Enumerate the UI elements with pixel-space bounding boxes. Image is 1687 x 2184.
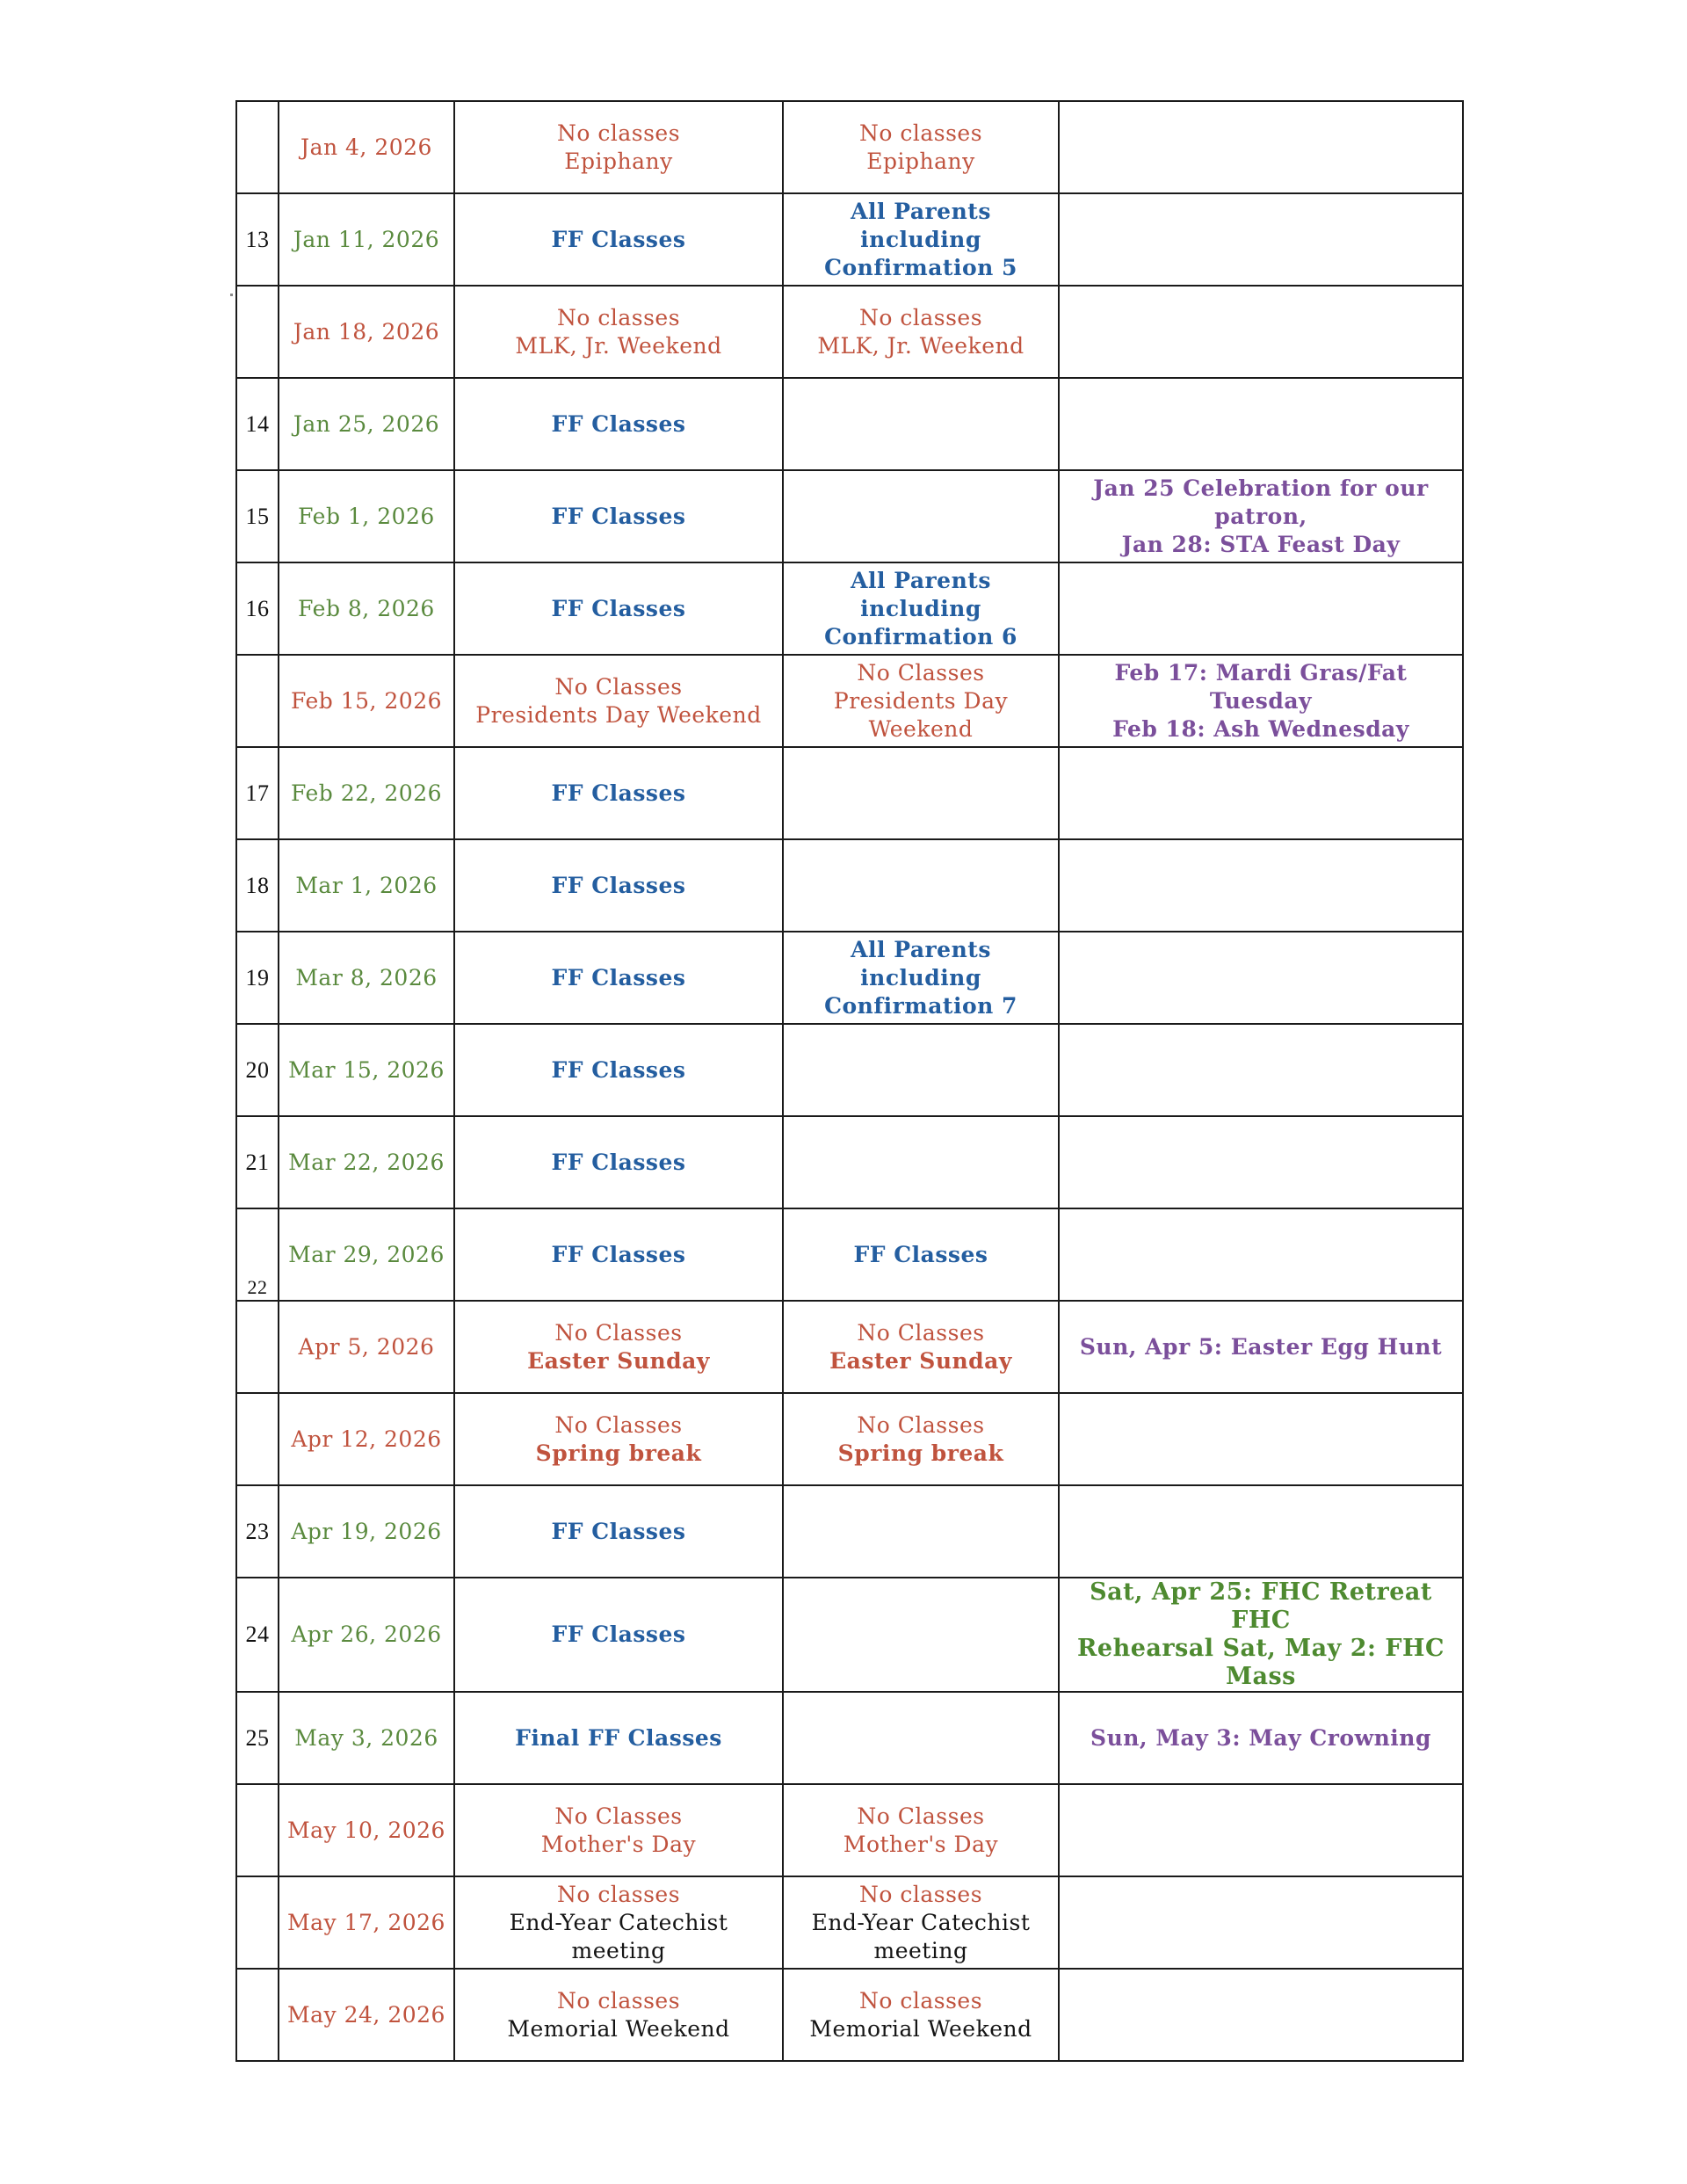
- session-number: 17: [236, 747, 279, 839]
- cell-text-line: FF Classes: [551, 1056, 686, 1083]
- session-date: Mar 8, 2026: [279, 932, 454, 1024]
- cell-text-line: FF Classes: [551, 1149, 686, 1175]
- table-row: [236, 747, 1463, 839]
- cell-text-line: Epiphany: [866, 148, 975, 174]
- session-number: [236, 1784, 279, 1876]
- events-cell: [1059, 1876, 1463, 1969]
- table-row: [236, 1116, 1463, 1208]
- table-row: [236, 378, 1463, 470]
- cell-text-line: No Classes: [857, 659, 985, 686]
- session-date: Jan 25, 2026: [279, 378, 454, 470]
- cell-text-line: FF Classes: [853, 1241, 988, 1267]
- session-number: 15: [236, 470, 279, 562]
- table-row: [236, 562, 1463, 655]
- table-row: [236, 1969, 1463, 2061]
- children-classes-cell: [454, 839, 783, 932]
- cell-text-line: No classes: [556, 1987, 681, 2013]
- parents-confirmation-cell: [783, 1024, 1059, 1116]
- cell-text-line: Sun, May 3: May Crowning: [1090, 1724, 1431, 1751]
- session-number: [236, 1969, 279, 2061]
- children-classes-cell: [454, 1024, 783, 1116]
- events-cell: [1059, 101, 1463, 193]
- cell-text-line: No classes: [858, 1881, 983, 1907]
- session-date: May 3, 2026: [279, 1692, 454, 1784]
- session-date: Apr 19, 2026: [279, 1485, 454, 1578]
- table-row: [236, 1784, 1463, 1876]
- cell-text-line: Mother's Day: [540, 1831, 697, 1857]
- cell-text-line: FF Classes: [551, 503, 686, 529]
- cell-text-line: End-Year Catechist meeting: [509, 1909, 728, 1963]
- cell-text-line: FF Classes: [551, 1241, 686, 1267]
- cell-text-line: Sun, Apr 5: Easter Egg Hunt: [1079, 1333, 1443, 1360]
- children-classes-cell: [454, 1393, 783, 1485]
- children-classes-cell: [454, 1578, 783, 1692]
- session-number: 20: [236, 1024, 279, 1116]
- parents-confirmation-cell: [783, 286, 1059, 378]
- events-cell: [1059, 286, 1463, 378]
- session-date: Mar 1, 2026: [279, 839, 454, 932]
- cell-text-line: meeting: [873, 1937, 968, 1963]
- session-date: Feb 22, 2026: [279, 747, 454, 839]
- events-cell: [1059, 562, 1463, 655]
- cell-text-line: FF Classes: [551, 410, 686, 437]
- events-cell: [1059, 1784, 1463, 1876]
- events-cell: [1059, 1969, 1463, 2061]
- cell-text-line: No Classes: [554, 1319, 683, 1346]
- cell-text-line: All Parents including: [851, 198, 991, 252]
- cell-text-line: FF Classes: [551, 1622, 686, 1647]
- cell-text-line: Epiphany: [564, 148, 673, 174]
- children-classes-cell: [454, 101, 783, 193]
- session-number: 13: [236, 193, 279, 286]
- parents-confirmation-cell: [783, 1692, 1059, 1784]
- parents-confirmation-cell: [783, 1876, 1059, 1969]
- table-row: [236, 101, 1463, 193]
- table-row: [236, 839, 1463, 932]
- table-row: [236, 1485, 1463, 1578]
- session-date: Apr 26, 2026: [279, 1578, 454, 1692]
- events-cell: [1059, 655, 1463, 747]
- scan-speck: [230, 294, 233, 296]
- children-classes-cell: [454, 932, 783, 1024]
- cell-text-line: No Classes: [554, 1411, 683, 1438]
- session-date: Mar 22, 2026: [279, 1116, 454, 1208]
- children-classes-cell: [454, 193, 783, 286]
- cell-text-line: Presidents Day Weekend: [475, 701, 762, 728]
- session-date: May 24, 2026: [279, 1969, 454, 2061]
- children-classes-cell: [454, 378, 783, 470]
- table-row: [236, 1876, 1463, 1969]
- cell-text-line: Sat, Apr 25: FHC Retreat FHC: [1090, 1578, 1432, 1634]
- cell-text-line: Spring break: [837, 1440, 1004, 1466]
- session-number: 14: [236, 378, 279, 470]
- parents-confirmation-cell: [783, 193, 1059, 286]
- parents-confirmation-cell: [783, 470, 1059, 562]
- session-date: Apr 5, 2026: [279, 1301, 454, 1393]
- session-number: [236, 1393, 279, 1485]
- session-number: 19: [236, 932, 279, 1024]
- cell-text-line: No Classes: [857, 1411, 985, 1438]
- table-row: [236, 1393, 1463, 1485]
- cell-text-line: Spring break: [535, 1440, 702, 1466]
- table-row: [236, 1301, 1463, 1393]
- cell-text-line: FF Classes: [551, 226, 686, 252]
- session-number: [236, 286, 279, 378]
- children-classes-cell: [454, 286, 783, 378]
- parents-confirmation-cell: [783, 1578, 1059, 1692]
- session-date: Feb 15, 2026: [279, 655, 454, 747]
- cell-text-line: Confirmation 6: [824, 623, 1017, 649]
- cell-text-line: Jan 25 Celebration for our patron,: [1093, 475, 1429, 529]
- cell-text-line: No classes: [858, 304, 983, 330]
- children-classes-cell: [454, 1692, 783, 1784]
- events-cell: [1059, 378, 1463, 470]
- events-cell: [1059, 1393, 1463, 1485]
- cell-text-line: No classes: [556, 1881, 681, 1907]
- parents-confirmation-cell: [783, 1485, 1059, 1578]
- cell-text-line: MLK, Jr. Weekend: [817, 332, 1025, 359]
- session-number: [236, 1301, 279, 1393]
- cell-text-line: FF Classes: [551, 595, 686, 621]
- events-cell: [1059, 1301, 1463, 1393]
- children-classes-cell: [454, 562, 783, 655]
- parents-confirmation-cell: [783, 747, 1059, 839]
- parents-confirmation-cell: [783, 562, 1059, 655]
- parents-confirmation-cell: [783, 1784, 1059, 1876]
- events-cell: [1059, 1578, 1463, 1692]
- cell-text-line: Feb 18: Ash Wednesday: [1112, 715, 1409, 742]
- table-row: [236, 193, 1463, 286]
- children-classes-cell: [454, 655, 783, 747]
- children-classes-cell: [454, 1485, 783, 1578]
- cell-text-line: FF Classes: [551, 1518, 686, 1544]
- session-date: Feb 1, 2026: [279, 470, 454, 562]
- table-row: [236, 470, 1463, 562]
- cell-text-line: No classes: [858, 1987, 983, 2013]
- session-number: 18: [236, 839, 279, 932]
- children-classes-cell: [454, 1116, 783, 1208]
- events-cell: [1059, 839, 1463, 932]
- table-row: [236, 655, 1463, 747]
- parents-confirmation-cell: [783, 1301, 1059, 1393]
- cell-text-line: Confirmation 7: [824, 992, 1017, 1019]
- cell-text-line: MLK, Jr. Weekend: [515, 332, 722, 359]
- session-number: [236, 1876, 279, 1969]
- cell-text-line: Confirmation 5: [824, 254, 1017, 280]
- children-classes-cell: [454, 1784, 783, 1876]
- schedule-body: [236, 101, 1463, 2061]
- session-date: Jan 18, 2026: [279, 286, 454, 378]
- cell-text-line: Presidents Day Weekend: [833, 687, 1009, 742]
- cell-text-line: Easter Sunday: [829, 1347, 1012, 1374]
- parents-confirmation-cell: [783, 655, 1059, 747]
- schedule-table: [235, 100, 1464, 2062]
- session-date: Apr 12, 2026: [279, 1393, 454, 1485]
- events-cell: [1059, 1692, 1463, 1784]
- children-classes-cell: [454, 747, 783, 839]
- events-cell: [1059, 747, 1463, 839]
- cell-text-line: All Parents including: [851, 567, 991, 621]
- session-number: 21: [236, 1116, 279, 1208]
- cell-text-line: No classes: [858, 120, 983, 146]
- cell-text-line: Rehearsal Sat, May 2: FHC Mass: [1076, 1635, 1445, 1690]
- events-cell: [1059, 193, 1463, 286]
- session-date: Jan 4, 2026: [279, 101, 454, 193]
- parents-confirmation-cell: [783, 1969, 1059, 2061]
- parents-confirmation-cell: [783, 932, 1059, 1024]
- cell-text-line: No Classes: [554, 1803, 683, 1829]
- session-date: May 17, 2026: [279, 1876, 454, 1969]
- cell-text-line: Jan 28: STA Feast Day: [1121, 531, 1401, 557]
- table-row: [236, 932, 1463, 1024]
- cell-text-line: FF Classes: [551, 964, 686, 990]
- session-number: 25: [236, 1692, 279, 1784]
- parents-confirmation-cell: [783, 1208, 1059, 1301]
- parents-confirmation-cell: [783, 101, 1059, 193]
- table-row: [236, 1692, 1463, 1784]
- cell-text-line: FF Classes: [551, 780, 686, 806]
- parents-confirmation-cell: [783, 378, 1059, 470]
- cell-text-line: No classes: [556, 304, 681, 330]
- parents-confirmation-cell: [783, 1393, 1059, 1485]
- events-cell: [1059, 1024, 1463, 1116]
- cell-text-line: No classes: [556, 120, 681, 146]
- children-classes-cell: [454, 1876, 783, 1969]
- session-number: 24: [236, 1578, 279, 1692]
- session-number: 22: [236, 1208, 279, 1301]
- events-cell: [1059, 1116, 1463, 1208]
- table-row: [236, 286, 1463, 378]
- session-number: 23: [236, 1485, 279, 1578]
- children-classes-cell: [454, 1301, 783, 1393]
- cell-text-line: Memorial Weekend: [809, 2015, 1032, 2042]
- table-row: [236, 1024, 1463, 1116]
- table-row: [236, 1578, 1463, 1692]
- cell-text-line: End-Year Catechist: [811, 1909, 1031, 1935]
- cell-text-line: Easter Sunday: [527, 1347, 710, 1374]
- parents-confirmation-cell: [783, 1116, 1059, 1208]
- parents-confirmation-cell: [783, 839, 1059, 932]
- children-classes-cell: [454, 470, 783, 562]
- cell-text-line: No Classes: [554, 673, 683, 700]
- cell-text-line: All Parents including: [851, 936, 991, 990]
- children-classes-cell: [454, 1208, 783, 1301]
- cell-text-line: FF Classes: [551, 872, 686, 898]
- session-number: [236, 101, 279, 193]
- events-cell: [1059, 1208, 1463, 1301]
- session-date: Feb 8, 2026: [279, 562, 454, 655]
- events-cell: [1059, 470, 1463, 562]
- cell-text-line: Mother's Day: [843, 1831, 999, 1857]
- cell-text-line: Memorial Weekend: [507, 2015, 730, 2042]
- events-cell: [1059, 1485, 1463, 1578]
- session-date: May 10, 2026: [279, 1784, 454, 1876]
- table-row: [236, 1208, 1463, 1301]
- cell-text-line: No Classes: [857, 1319, 985, 1346]
- events-cell: [1059, 932, 1463, 1024]
- session-number: [236, 655, 279, 747]
- cell-text-line: Final FF Classes: [515, 1724, 722, 1751]
- session-number: 16: [236, 562, 279, 655]
- session-date: Mar 29, 2026: [279, 1208, 454, 1301]
- cell-text-line: No Classes: [857, 1803, 985, 1829]
- cell-text-line: Feb 17: Mardi Gras/Fat Tuesday: [1114, 659, 1408, 714]
- session-date: Mar 15, 2026: [279, 1024, 454, 1116]
- session-date: Jan 11, 2026: [279, 193, 454, 286]
- children-classes-cell: [454, 1969, 783, 2061]
